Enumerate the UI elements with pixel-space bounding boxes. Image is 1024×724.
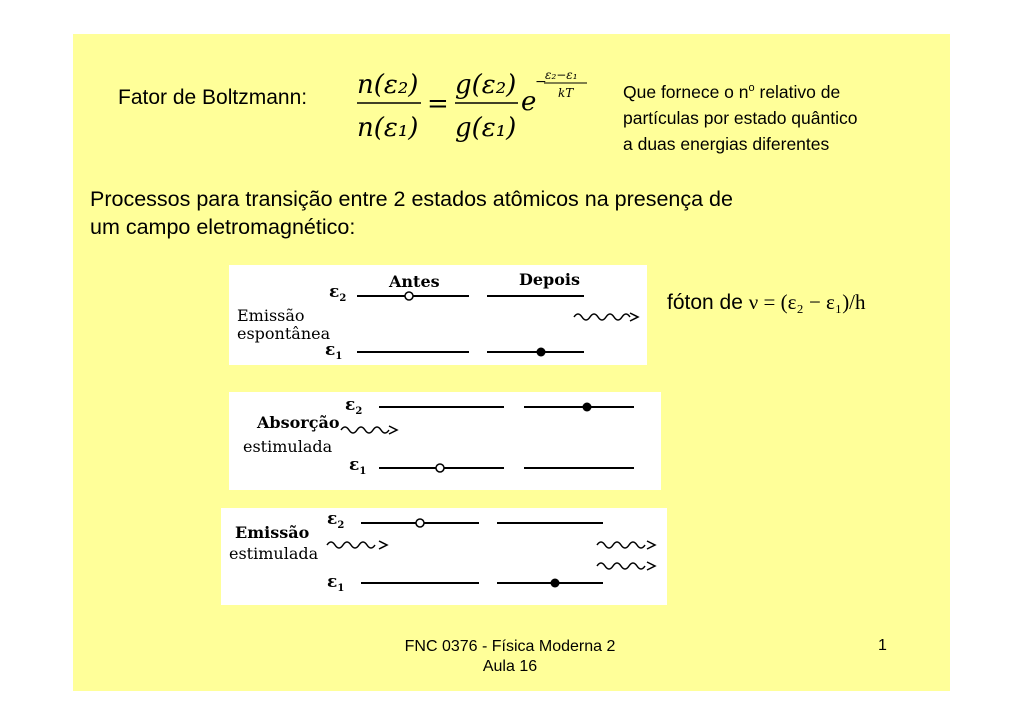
upper-level-label: $\varepsilon_2$ — [329, 282, 347, 304]
spontaneous-label-line-1: Emissão — [237, 306, 305, 325]
incoming-photon-arrowhead — [389, 426, 397, 434]
absorption-label-line-1: Absorção — [257, 413, 340, 432]
footer-course — [360, 637, 660, 677]
filled-state-marker — [583, 403, 592, 412]
stimulated-emission-diagram — [221, 508, 667, 605]
spontaneous-label-line-2: espontânea — [237, 324, 331, 343]
photon-energy-formula: ν = (ε₂ − ε₁)/h — [748, 290, 866, 314]
footer-lecture: Aula 16 — [482, 658, 538, 675]
upper-level-label: $\varepsilon_2$ — [345, 395, 363, 417]
empty-state-marker — [436, 464, 444, 472]
column-after-label: Depois — [519, 270, 580, 289]
formula-rhs-numerator: g(ε₂) — [455, 70, 517, 100]
lower-level-label: $\varepsilon_1$ — [349, 455, 367, 477]
processes-line-1: Processos para transição entre 2 estados atômicos na presença de — [90, 187, 733, 211]
formula-equals: = — [427, 89, 449, 119]
filled-state-marker — [551, 579, 560, 588]
processes-heading — [90, 185, 850, 241]
note-line-3: a duas energias diferentes — [623, 133, 830, 154]
empty-state-marker — [405, 292, 413, 300]
formula-base-e: e — [521, 87, 537, 117]
spontaneous-emission-diagram — [229, 265, 647, 365]
photon-energy-label: fóton de ν = (ε₂ − ε₁)/h — [667, 290, 866, 314]
emitted-photon-arrowhead-2 — [647, 562, 655, 570]
lower-level-label: $\varepsilon_1$ — [325, 340, 343, 362]
boltzmann-formula — [355, 60, 610, 160]
formula-exponent-denominator: kT — [558, 86, 574, 100]
note-line-1: Que fornece o $n^o$ relativo de — [623, 81, 841, 102]
stimulated-absorption-diagram — [229, 392, 661, 490]
stimulated-label-line-1: Emissão — [235, 523, 310, 542]
formula-exponent-numerator: ε₂−ε₁ — [545, 68, 578, 82]
stimulated-label-line-2: estimulada — [229, 544, 319, 563]
emitted-photon-wave-2 — [597, 563, 645, 569]
emitted-photon-wave-1 — [597, 542, 645, 548]
processes-line-2: um campo eletromagnético: — [90, 215, 356, 239]
incoming-photon-arrowhead — [379, 541, 387, 549]
page-number: 1 — [878, 637, 887, 654]
formula-rhs-denominator: g(ε₁) — [455, 113, 517, 143]
boltzmann-label: Fator de Boltzmann: — [118, 86, 308, 109]
lower-level-label: $\varepsilon_1$ — [327, 572, 345, 594]
incoming-photon-wave — [341, 427, 389, 433]
absorption-label-line-2: estimulada — [243, 437, 333, 456]
incoming-photon-wave — [327, 542, 375, 548]
note-line-2: partículas por estado quântico — [623, 107, 858, 128]
column-before-label: Antes — [389, 272, 440, 291]
emitted-photon-arrowhead-1 — [647, 541, 655, 549]
formula-lhs-numerator: n(ε₂) — [357, 70, 419, 100]
emitted-photon-arrowhead — [630, 313, 638, 321]
upper-level-label: $\varepsilon_2$ — [327, 509, 345, 531]
formula-lhs-denominator: n(ε₁) — [357, 113, 419, 143]
empty-state-marker — [416, 519, 424, 527]
filled-state-marker — [537, 348, 546, 357]
boltzmann-note — [623, 75, 933, 157]
footer-course-title: FNC 0376 - Física Moderna 2 — [404, 638, 616, 655]
formula-exponent-sign: − — [535, 74, 547, 90]
emitted-photon-wave — [574, 314, 630, 320]
